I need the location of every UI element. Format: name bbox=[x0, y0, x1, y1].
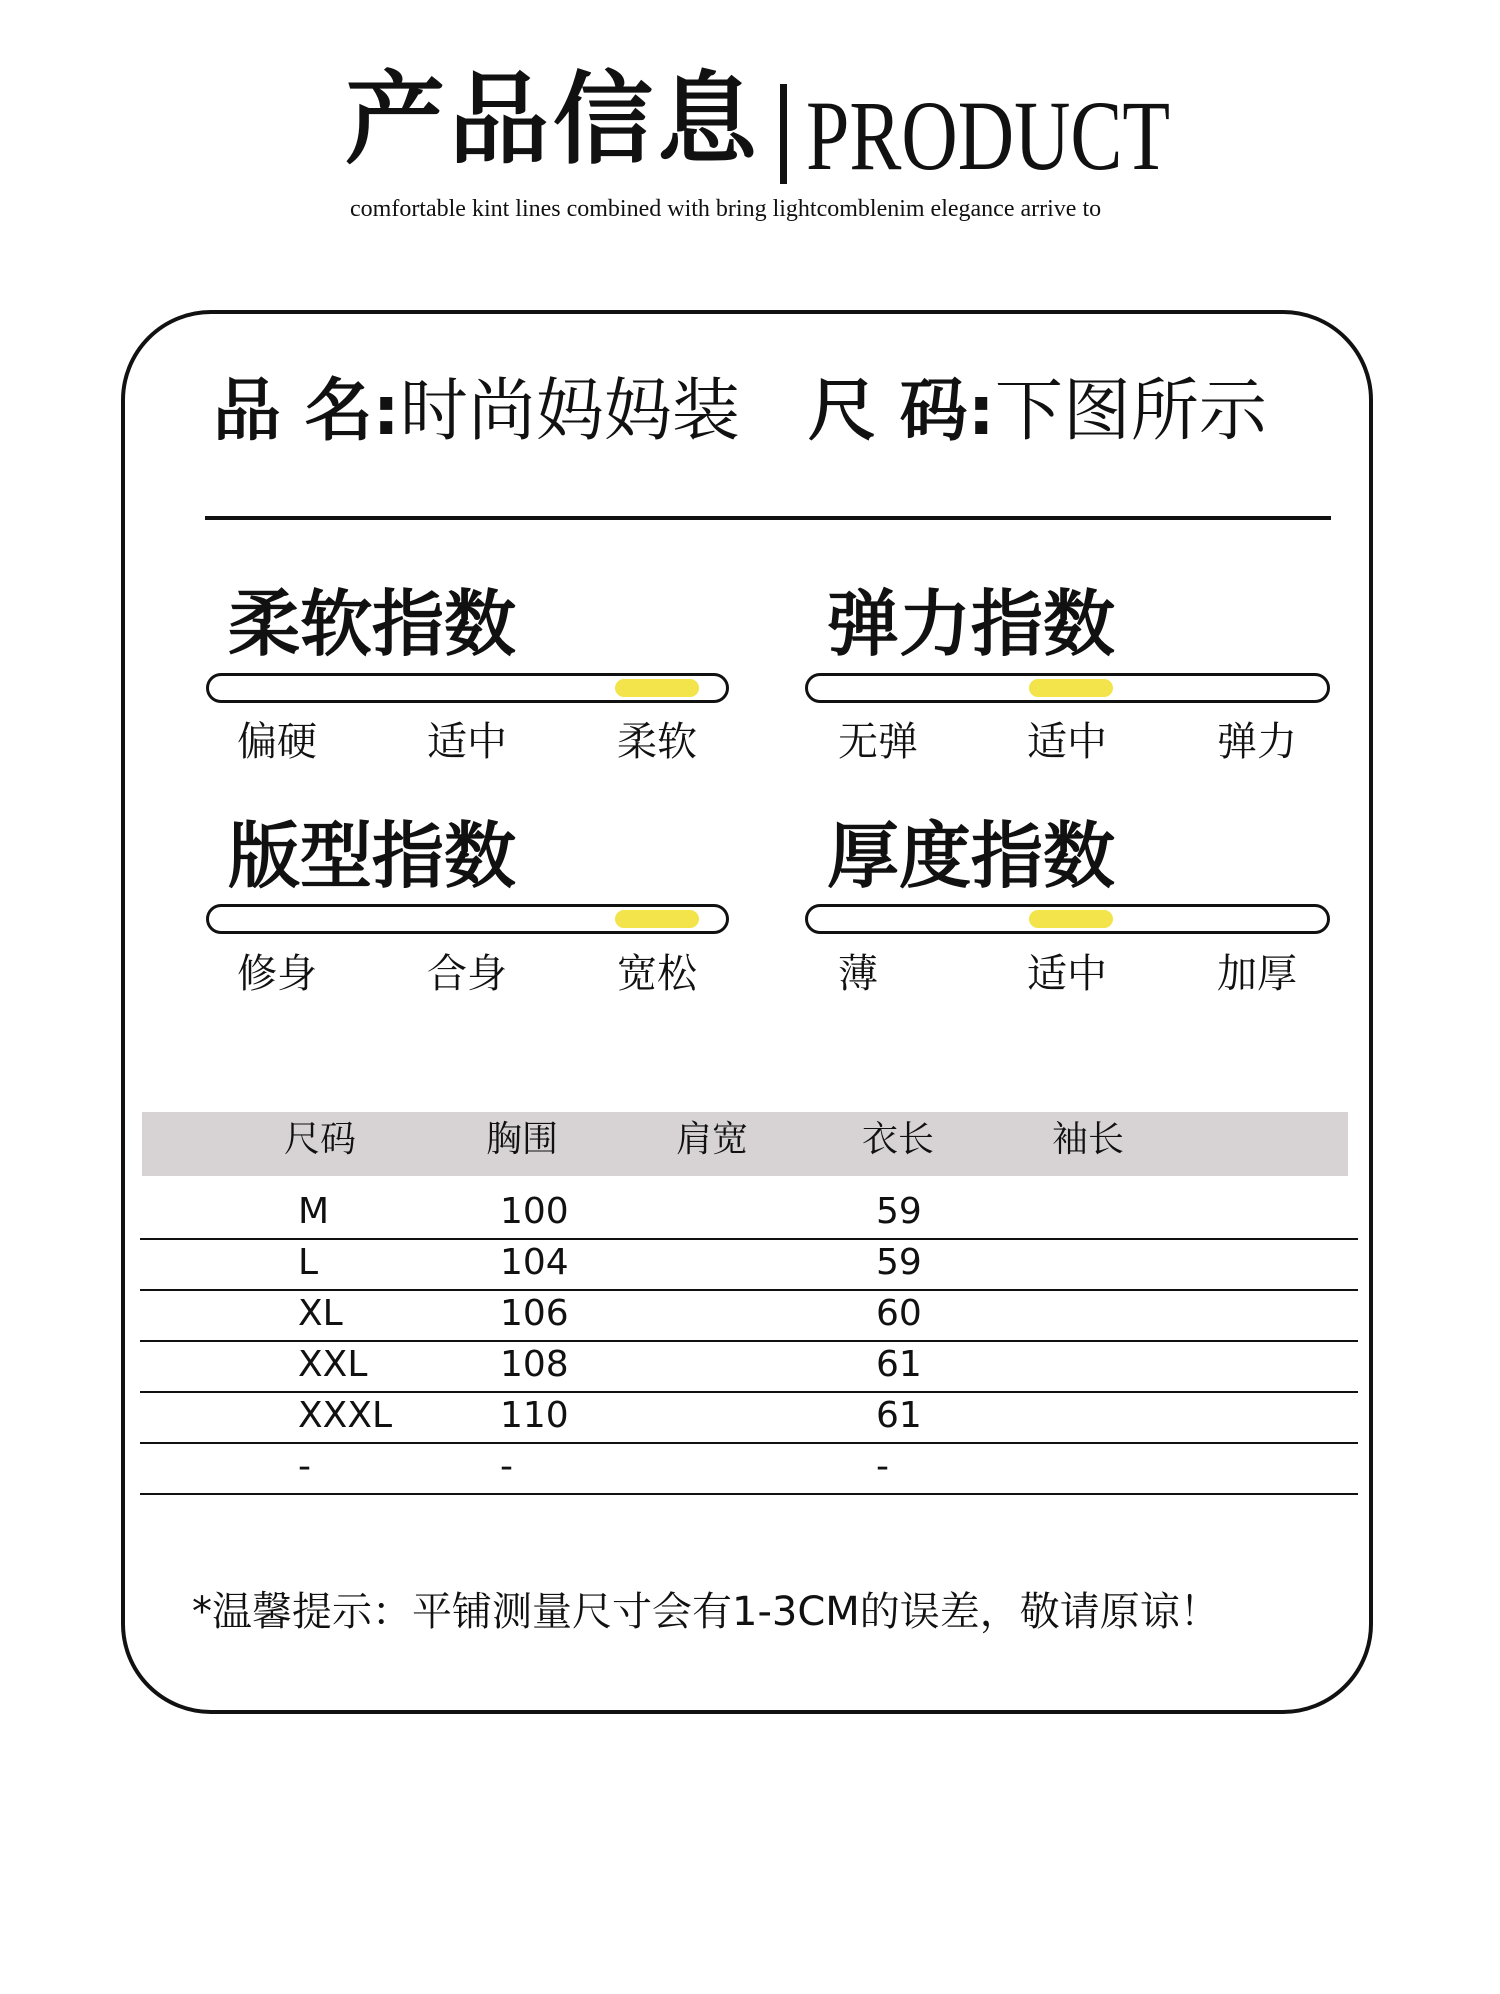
cell-length: 61 bbox=[876, 1344, 922, 1385]
elasticity-indicator bbox=[1029, 679, 1113, 697]
page-subtitle: comfortable kint lines combined with bring lightcomblenim elegance arrive to bbox=[350, 196, 1102, 222]
cell-length: - bbox=[876, 1446, 889, 1487]
fit-track bbox=[206, 904, 729, 934]
cell-size: L bbox=[298, 1242, 319, 1283]
page-title-english: PRODUCT bbox=[806, 80, 1171, 191]
cell-length: 60 bbox=[876, 1293, 922, 1334]
product-size bbox=[808, 372, 1267, 451]
measurement-note: *温馨提示：平铺测量尺寸会有1-3CM的误差，敬请原谅！ bbox=[192, 1589, 1220, 1635]
fit-title: 版型指数 bbox=[228, 814, 517, 898]
cell-size: XXXL bbox=[298, 1395, 393, 1436]
row-divider bbox=[140, 1493, 1358, 1495]
cell-chest: 110 bbox=[500, 1395, 569, 1436]
softness-indicator bbox=[615, 679, 699, 697]
divider bbox=[205, 516, 1331, 520]
cell-size: XXL bbox=[298, 1344, 368, 1385]
softness-track bbox=[206, 673, 729, 703]
thickness-title: 厚度指数 bbox=[827, 814, 1116, 898]
softness-label-mid: 适中 bbox=[427, 719, 507, 765]
cell-size: M bbox=[298, 1191, 330, 1232]
product-size-value: 下图所示 bbox=[994, 372, 1267, 451]
elasticity-track bbox=[805, 673, 1330, 703]
product-size-label: 尺 码: bbox=[808, 372, 995, 451]
fit-indicator bbox=[615, 910, 699, 928]
cell-chest: - bbox=[500, 1446, 513, 1487]
product-name-label: 品 名: bbox=[213, 372, 400, 451]
cell-size: - bbox=[298, 1446, 311, 1487]
elasticity-label-low: 无弹 bbox=[838, 719, 918, 765]
cell-length: 59 bbox=[876, 1242, 922, 1283]
cell-chest: 108 bbox=[500, 1344, 569, 1385]
header-shoulder: 肩宽 bbox=[676, 1119, 749, 1160]
elasticity-label-high: 弹力 bbox=[1217, 719, 1297, 765]
row-divider bbox=[140, 1442, 1358, 1444]
softness-label-high: 柔软 bbox=[617, 719, 697, 765]
thickness-label-mid: 适中 bbox=[1027, 951, 1107, 997]
row-divider bbox=[140, 1340, 1358, 1342]
header-size: 尺码 bbox=[284, 1119, 357, 1160]
thickness-label-low: 薄 bbox=[838, 951, 878, 997]
cell-chest: 106 bbox=[500, 1293, 569, 1334]
elasticity-label-mid: 适中 bbox=[1027, 719, 1107, 765]
fit-label-high: 宽松 bbox=[617, 951, 697, 997]
header-length: 衣长 bbox=[862, 1119, 935, 1160]
cell-length: 61 bbox=[876, 1395, 922, 1436]
thickness-indicator bbox=[1029, 910, 1113, 928]
row-divider bbox=[140, 1391, 1358, 1393]
product-name bbox=[213, 372, 740, 451]
thickness-label-high: 加厚 bbox=[1217, 951, 1297, 997]
page-title: 产品信息 bbox=[345, 61, 761, 178]
cell-length: 59 bbox=[876, 1191, 922, 1232]
header-sleeve: 袖长 bbox=[1052, 1119, 1125, 1160]
cell-chest: 104 bbox=[500, 1242, 569, 1283]
softness-title: 柔软指数 bbox=[228, 582, 517, 666]
info-card bbox=[121, 310, 1373, 1714]
thickness-track bbox=[805, 904, 1330, 934]
title-separator bbox=[780, 84, 787, 184]
product-name-value: 时尚妈妈装 bbox=[399, 372, 740, 451]
row-divider bbox=[140, 1289, 1358, 1291]
cell-size: XL bbox=[298, 1293, 343, 1334]
elasticity-title: 弹力指数 bbox=[827, 582, 1116, 666]
softness-label-low: 偏硬 bbox=[237, 719, 317, 765]
fit-label-mid: 合身 bbox=[427, 951, 507, 997]
row-divider bbox=[140, 1238, 1358, 1240]
header-chest: 胸围 bbox=[486, 1119, 559, 1160]
fit-label-low: 修身 bbox=[237, 951, 317, 997]
cell-chest: 100 bbox=[500, 1191, 569, 1232]
